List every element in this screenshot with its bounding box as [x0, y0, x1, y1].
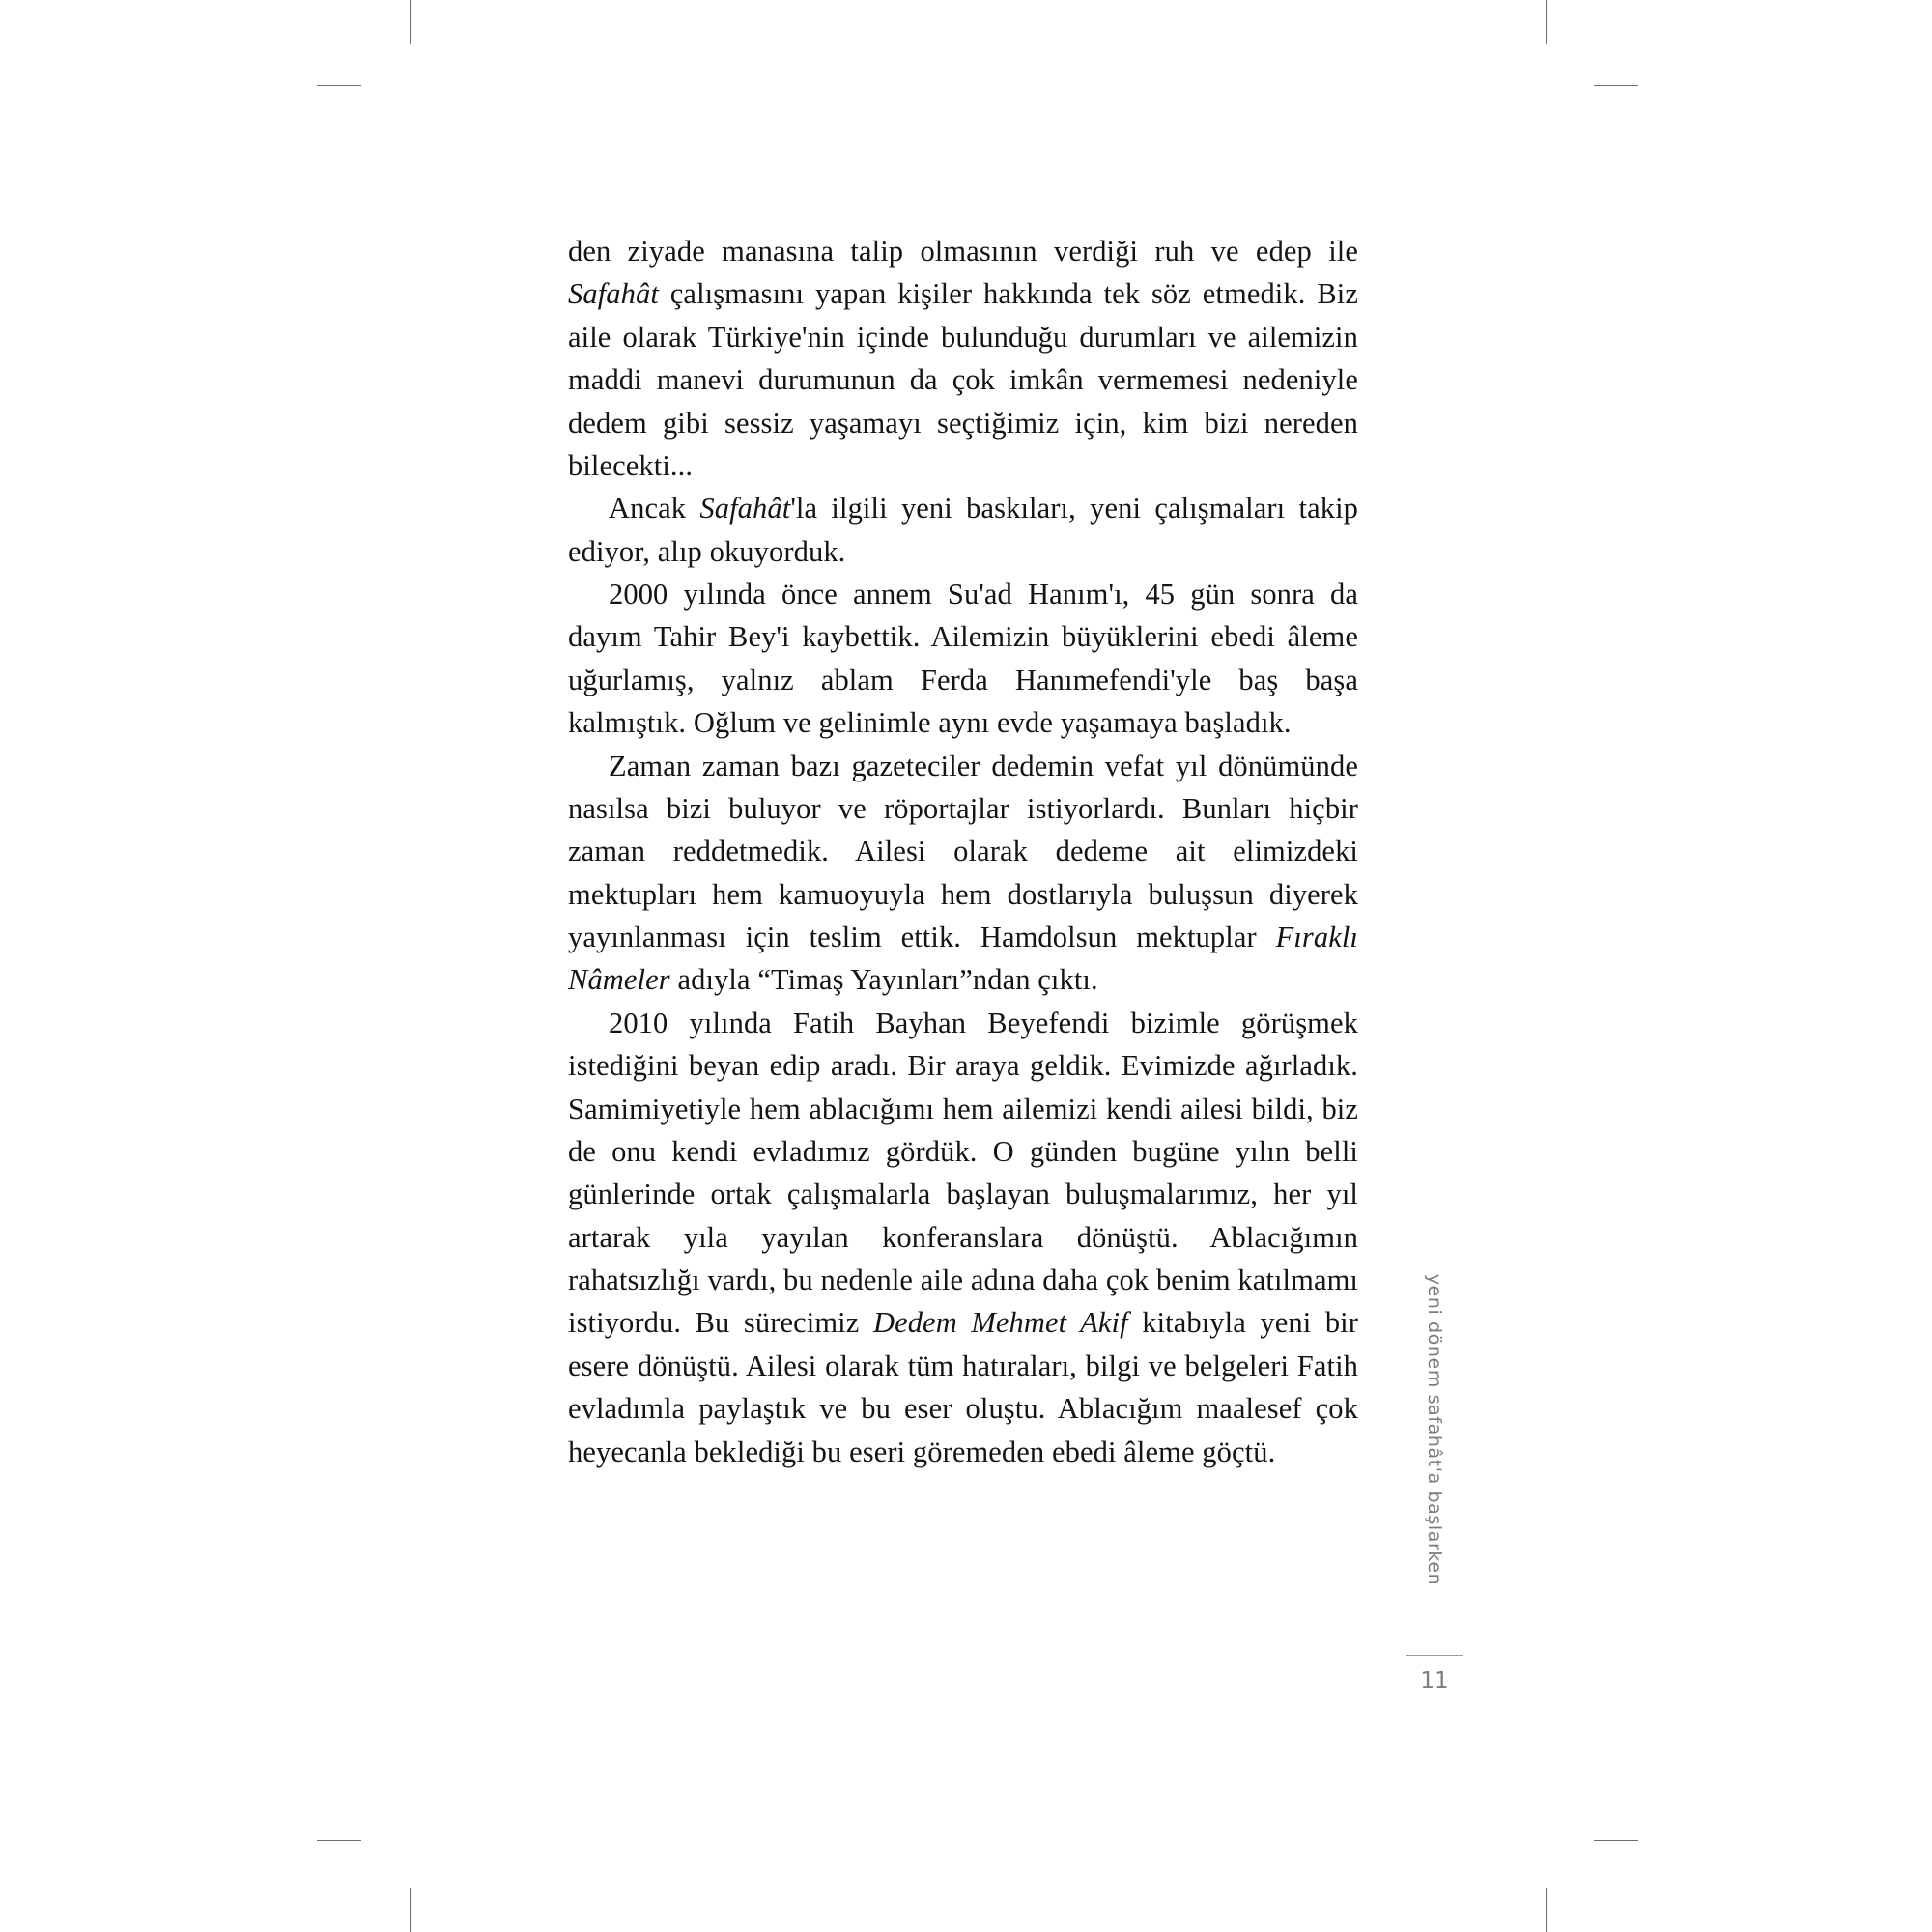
italic-title: Fıraklı Nâmeler: [568, 921, 1358, 997]
body-text-column: [568, 230, 1358, 1473]
text-run: Zaman zaman bazı gazeteciler dedemin vefat yıl dönümünde nasılsa bizi buluyor ve röportajlar istiyorlardı. Bunları hiçbir zaman reddetmedik. Ailesi olarak dedeme ait elimizdeki mektupları hem kamuoyuyla hem dostlarıyla buluşsun diyerek yayınlanması için teslim ettik. Hamdolsun mektuplar: [568, 749, 1358, 953]
body-paragraph: [568, 1002, 1358, 1473]
body-paragraph: [568, 745, 1358, 1002]
crop-mark-bottom-left: [410, 1888, 411, 1932]
text-run: 2010 yılında Fatih Bayhan Beyefendi bizimle görüşmek istediğini beyan edip aradı. Bir araya geldik. Evimizde ağırladık. Samimiyetiyle hem ablacığımı hem ailemizi kendi ailesi bildi, biz de onu kendi evladımız gördük. O günden bugüne yılın belli günlerinde ortak çalışmalarla başlayan buluşmalarımız, her yıl artarak yıla yayılan konferanslara dönüştü. Ablacığımın rahatsızlığı vardı, bu nedenle aile adına daha çok benim katılmamı istiyordu. Bu sürecimiz: [568, 1006, 1358, 1340]
body-paragraph: [568, 487, 1358, 573]
crop-mark-bottom-right: [1546, 1888, 1547, 1932]
text-run: Ancak: [609, 492, 700, 526]
text-run: çalışmasını yapan kişiler hakkında tek söz etmedik. Biz aile olarak Türkiye'nin içinde bulunduğu durumları ve ailemizin maddi manevi durumunun da çok imkân vermemesi nedeniyle dedem gibi sessiz yaşamayı seçtiğimiz için, kim bizi nereden bilecekti...: [568, 277, 1358, 482]
crop-mark-left-top: [317, 85, 361, 86]
text-run: 2000 yılında önce annem Su'ad Hanım'ı, 45 gün sonra da dayım Tahir Bey'i kaybettik. Ailemizin büyüklerini ebedi âleme uğurlamış, yalnız ablam Ferda Hanımefendi'yle baş başa kalmıştık. Oğlum ve gelinimle aynı evde yaşamaya başladık.: [568, 578, 1358, 740]
folio-rule: [1406, 1655, 1463, 1656]
italic-title: Dedem Mehmet Akif: [872, 1306, 1128, 1340]
text-run: den ziyade manasına talip olmasının verdiği ruh ve edep ile: [568, 235, 1358, 268]
body-paragraph: [568, 573, 1358, 745]
crop-mark-top-left: [410, 0, 411, 44]
text-run: adıyla “Timaş Yayınları”ndan çıktı.: [669, 963, 1098, 997]
page-number: 11: [1420, 1668, 1449, 1693]
running-head-label: yeni dönem safahât'a başlarken: [1424, 1273, 1445, 1586]
text-run: kitabıyla yeni bir esere dönüştü. Ailesi olarak tüm hatıraları, bilgi ve belgeleri Fatih evladımla paylaştık ve bu eser oluştu. Ablacığım maalesef çok heyecanla beklediği bu eseri göremeden ebedi âleme göçtü.: [568, 1306, 1359, 1468]
crop-mark-right-top: [1594, 85, 1638, 86]
italic-title: Safahât: [568, 277, 659, 311]
crop-mark-top-right: [1546, 0, 1547, 44]
running-head: [1420, 1212, 1449, 1647]
italic-title: Safahât: [699, 492, 791, 526]
text-run: 'la ilgili yeni baskıları, yeni çalışmaları takip ediyor, alıp okuyorduk.: [568, 492, 1358, 568]
crop-mark-left-bottom: [317, 1840, 361, 1841]
crop-mark-right-bottom: [1594, 1840, 1638, 1841]
body-paragraph: [568, 230, 1358, 487]
